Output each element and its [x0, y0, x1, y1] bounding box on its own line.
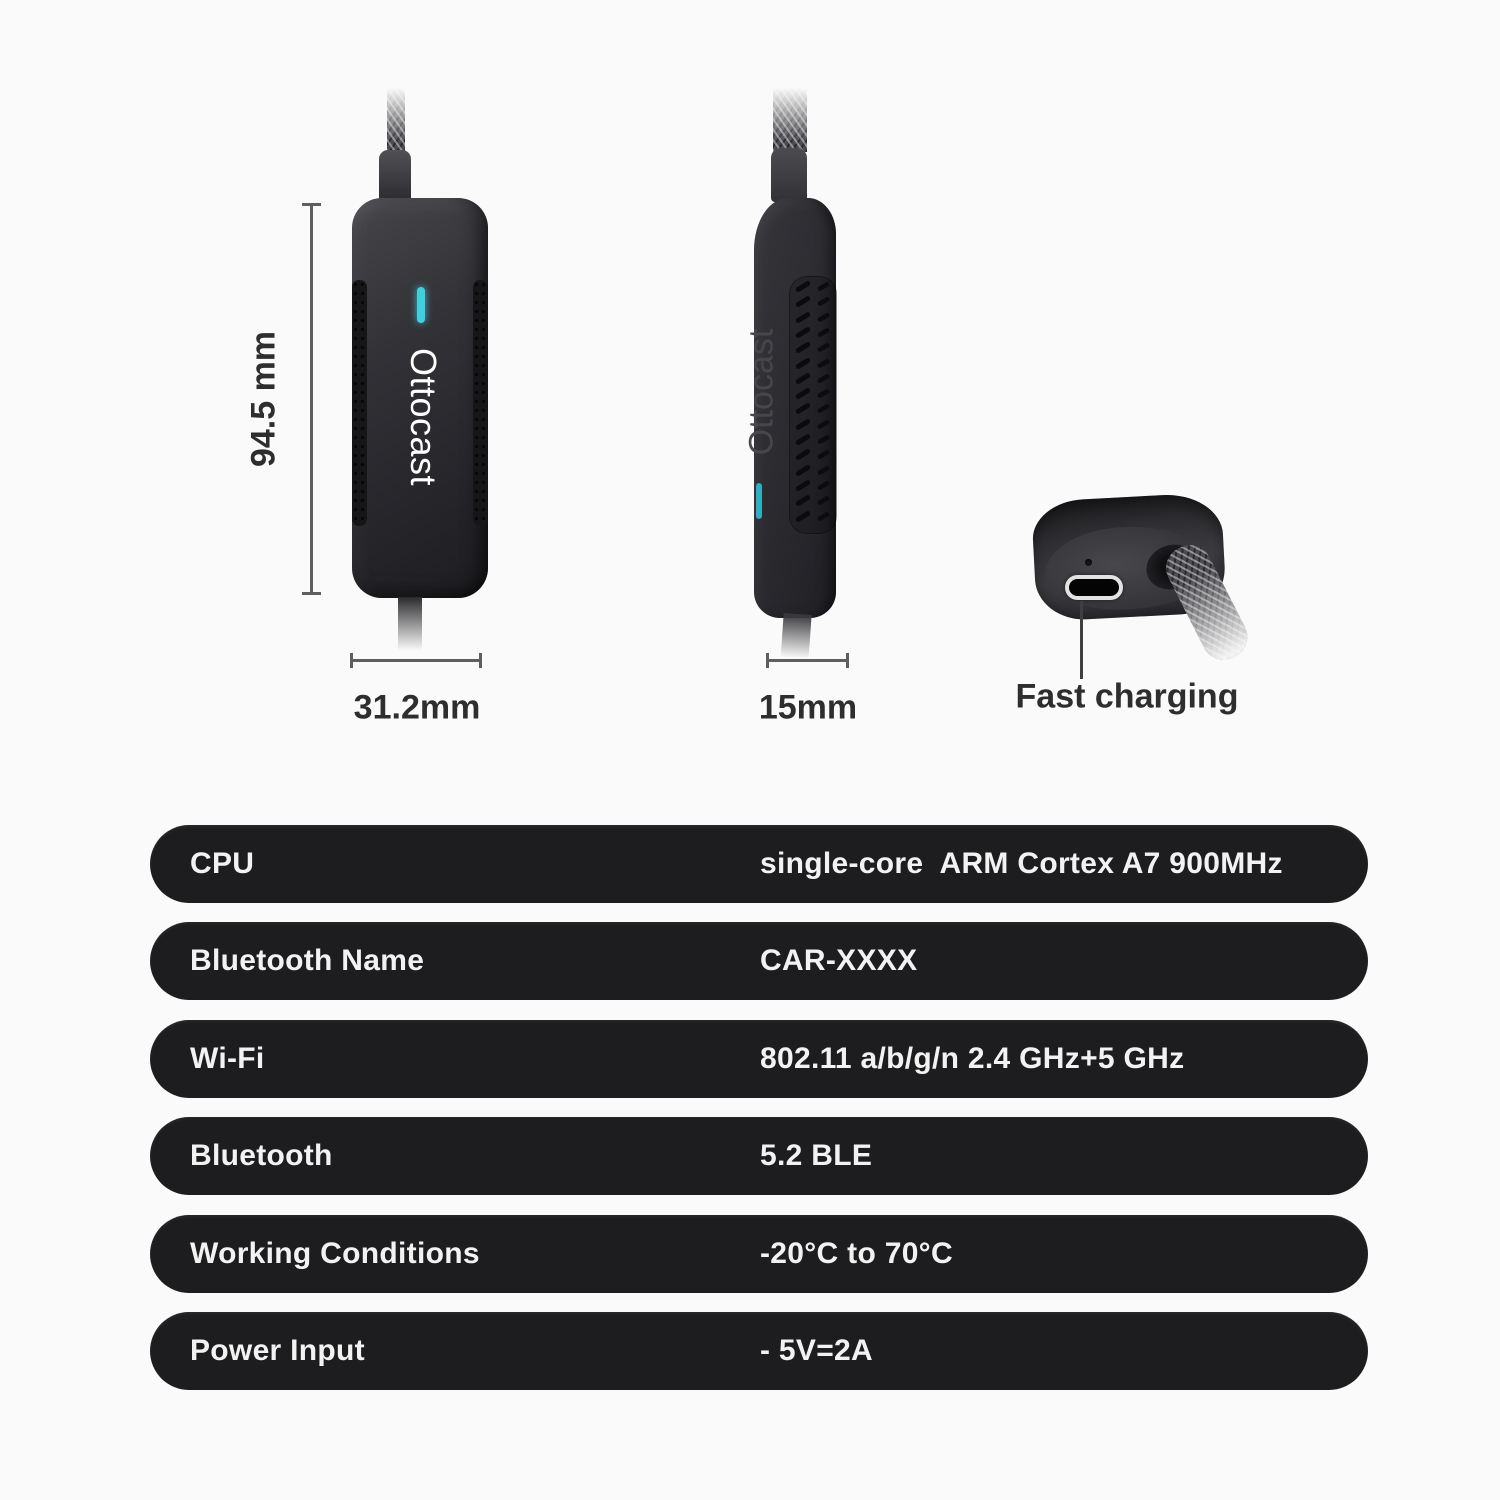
spec-row-wifi — [150, 1020, 1368, 1098]
fast-charging-label: Fast charging — [1015, 677, 1239, 716]
brand-logo: Ottocast — [742, 328, 781, 456]
usb-cable-bottom-icon — [398, 597, 422, 655]
vent-slot — [817, 312, 831, 322]
vent-slot — [795, 311, 811, 324]
spec-label: Bluetooth — [190, 1139, 333, 1173]
usb-cable-top-icon — [773, 88, 807, 152]
vent-slot — [795, 464, 811, 477]
height-dimension-line — [310, 204, 313, 595]
spec-label: Bluetooth Name — [190, 944, 425, 978]
spec-value: - 5V=2A — [760, 1333, 873, 1367]
cable-strain-relief — [379, 150, 411, 202]
vent-slot — [795, 341, 811, 354]
spec-row-cpu — [150, 825, 1368, 903]
pinhole-led — [1085, 559, 1092, 566]
spec-value: 802.11 a/b/g/n 2.4 GHz+5 GHz — [760, 1041, 1185, 1075]
vent-slot — [795, 357, 811, 370]
vent-slot — [795, 295, 811, 308]
spec-table — [150, 825, 1368, 1390]
dimension-cap — [766, 653, 769, 668]
vent-slot — [817, 511, 831, 521]
vent-slot — [817, 373, 831, 383]
vent-grille — [789, 276, 837, 534]
spec-label: Power Input — [190, 1333, 365, 1367]
vent-slot — [795, 448, 811, 461]
height-dimension-label: 94.5 mm — [244, 330, 283, 468]
spec-value: single-core ARM Cortex A7 900MHz — [760, 847, 1283, 880]
dimension-cap — [302, 592, 321, 595]
grip-texture-right — [473, 280, 488, 526]
vent-slot — [795, 479, 811, 492]
vent-slot — [817, 342, 831, 352]
vent-slot — [817, 404, 831, 414]
vent-slot — [817, 297, 831, 307]
spec-label: Working Conditions — [190, 1236, 480, 1270]
vent-slot — [795, 494, 811, 507]
usb-cable-top-icon — [387, 88, 405, 152]
adapter-side-view — [742, 198, 836, 618]
vent-slot — [795, 510, 811, 523]
vent-slot — [817, 281, 831, 291]
spec-label: Wi-Fi — [190, 1041, 265, 1075]
dimension-cap — [479, 653, 482, 668]
vent-slot — [817, 358, 831, 368]
status-led — [417, 287, 425, 323]
cable-strain-relief — [771, 148, 807, 202]
vent-slot — [795, 372, 811, 385]
vent-slot — [795, 280, 811, 293]
vent-slot — [795, 418, 811, 431]
spec-row-bluetooth — [150, 1117, 1368, 1195]
width-dimension-line — [350, 659, 482, 662]
width-dimension-line — [766, 659, 849, 662]
spec-label: CPU — [190, 847, 255, 880]
vent-slot — [817, 434, 831, 444]
dimension-cap — [302, 203, 321, 206]
vent-slot — [817, 388, 831, 398]
spec-row-working-conditions — [150, 1215, 1368, 1293]
vent-slot — [795, 403, 811, 416]
width-dimension-label: 31.2mm — [353, 688, 481, 727]
spec-value: -20°C to 70°C — [760, 1236, 953, 1270]
vent-slot — [817, 327, 831, 337]
vent-slot — [817, 419, 831, 429]
spec-row-power-input — [150, 1312, 1368, 1390]
callout-leader-line — [1080, 601, 1083, 679]
dimension-cap — [846, 653, 849, 668]
vent-slot — [795, 326, 811, 339]
vent-slot — [795, 433, 811, 446]
vent-slot — [817, 450, 831, 460]
vent-slot — [795, 387, 811, 400]
vent-slot — [817, 495, 831, 505]
vent-slot — [817, 465, 831, 475]
vent-slot — [817, 480, 831, 490]
spec-row-bluetooth-name — [150, 922, 1368, 1000]
brand-logo: Ottocast — [403, 347, 444, 487]
usb-cable-bottom-icon — [780, 613, 811, 663]
width-dimension-label: 15mm — [758, 688, 858, 727]
dimension-cap — [350, 653, 353, 668]
adapter-front-view — [352, 198, 488, 598]
spec-value: CAR-XXXX — [760, 944, 918, 978]
grip-texture-left — [352, 280, 367, 526]
spec-value: 5.2 BLE — [760, 1139, 873, 1173]
status-led — [756, 483, 762, 519]
usb-c-port — [1065, 575, 1123, 600]
